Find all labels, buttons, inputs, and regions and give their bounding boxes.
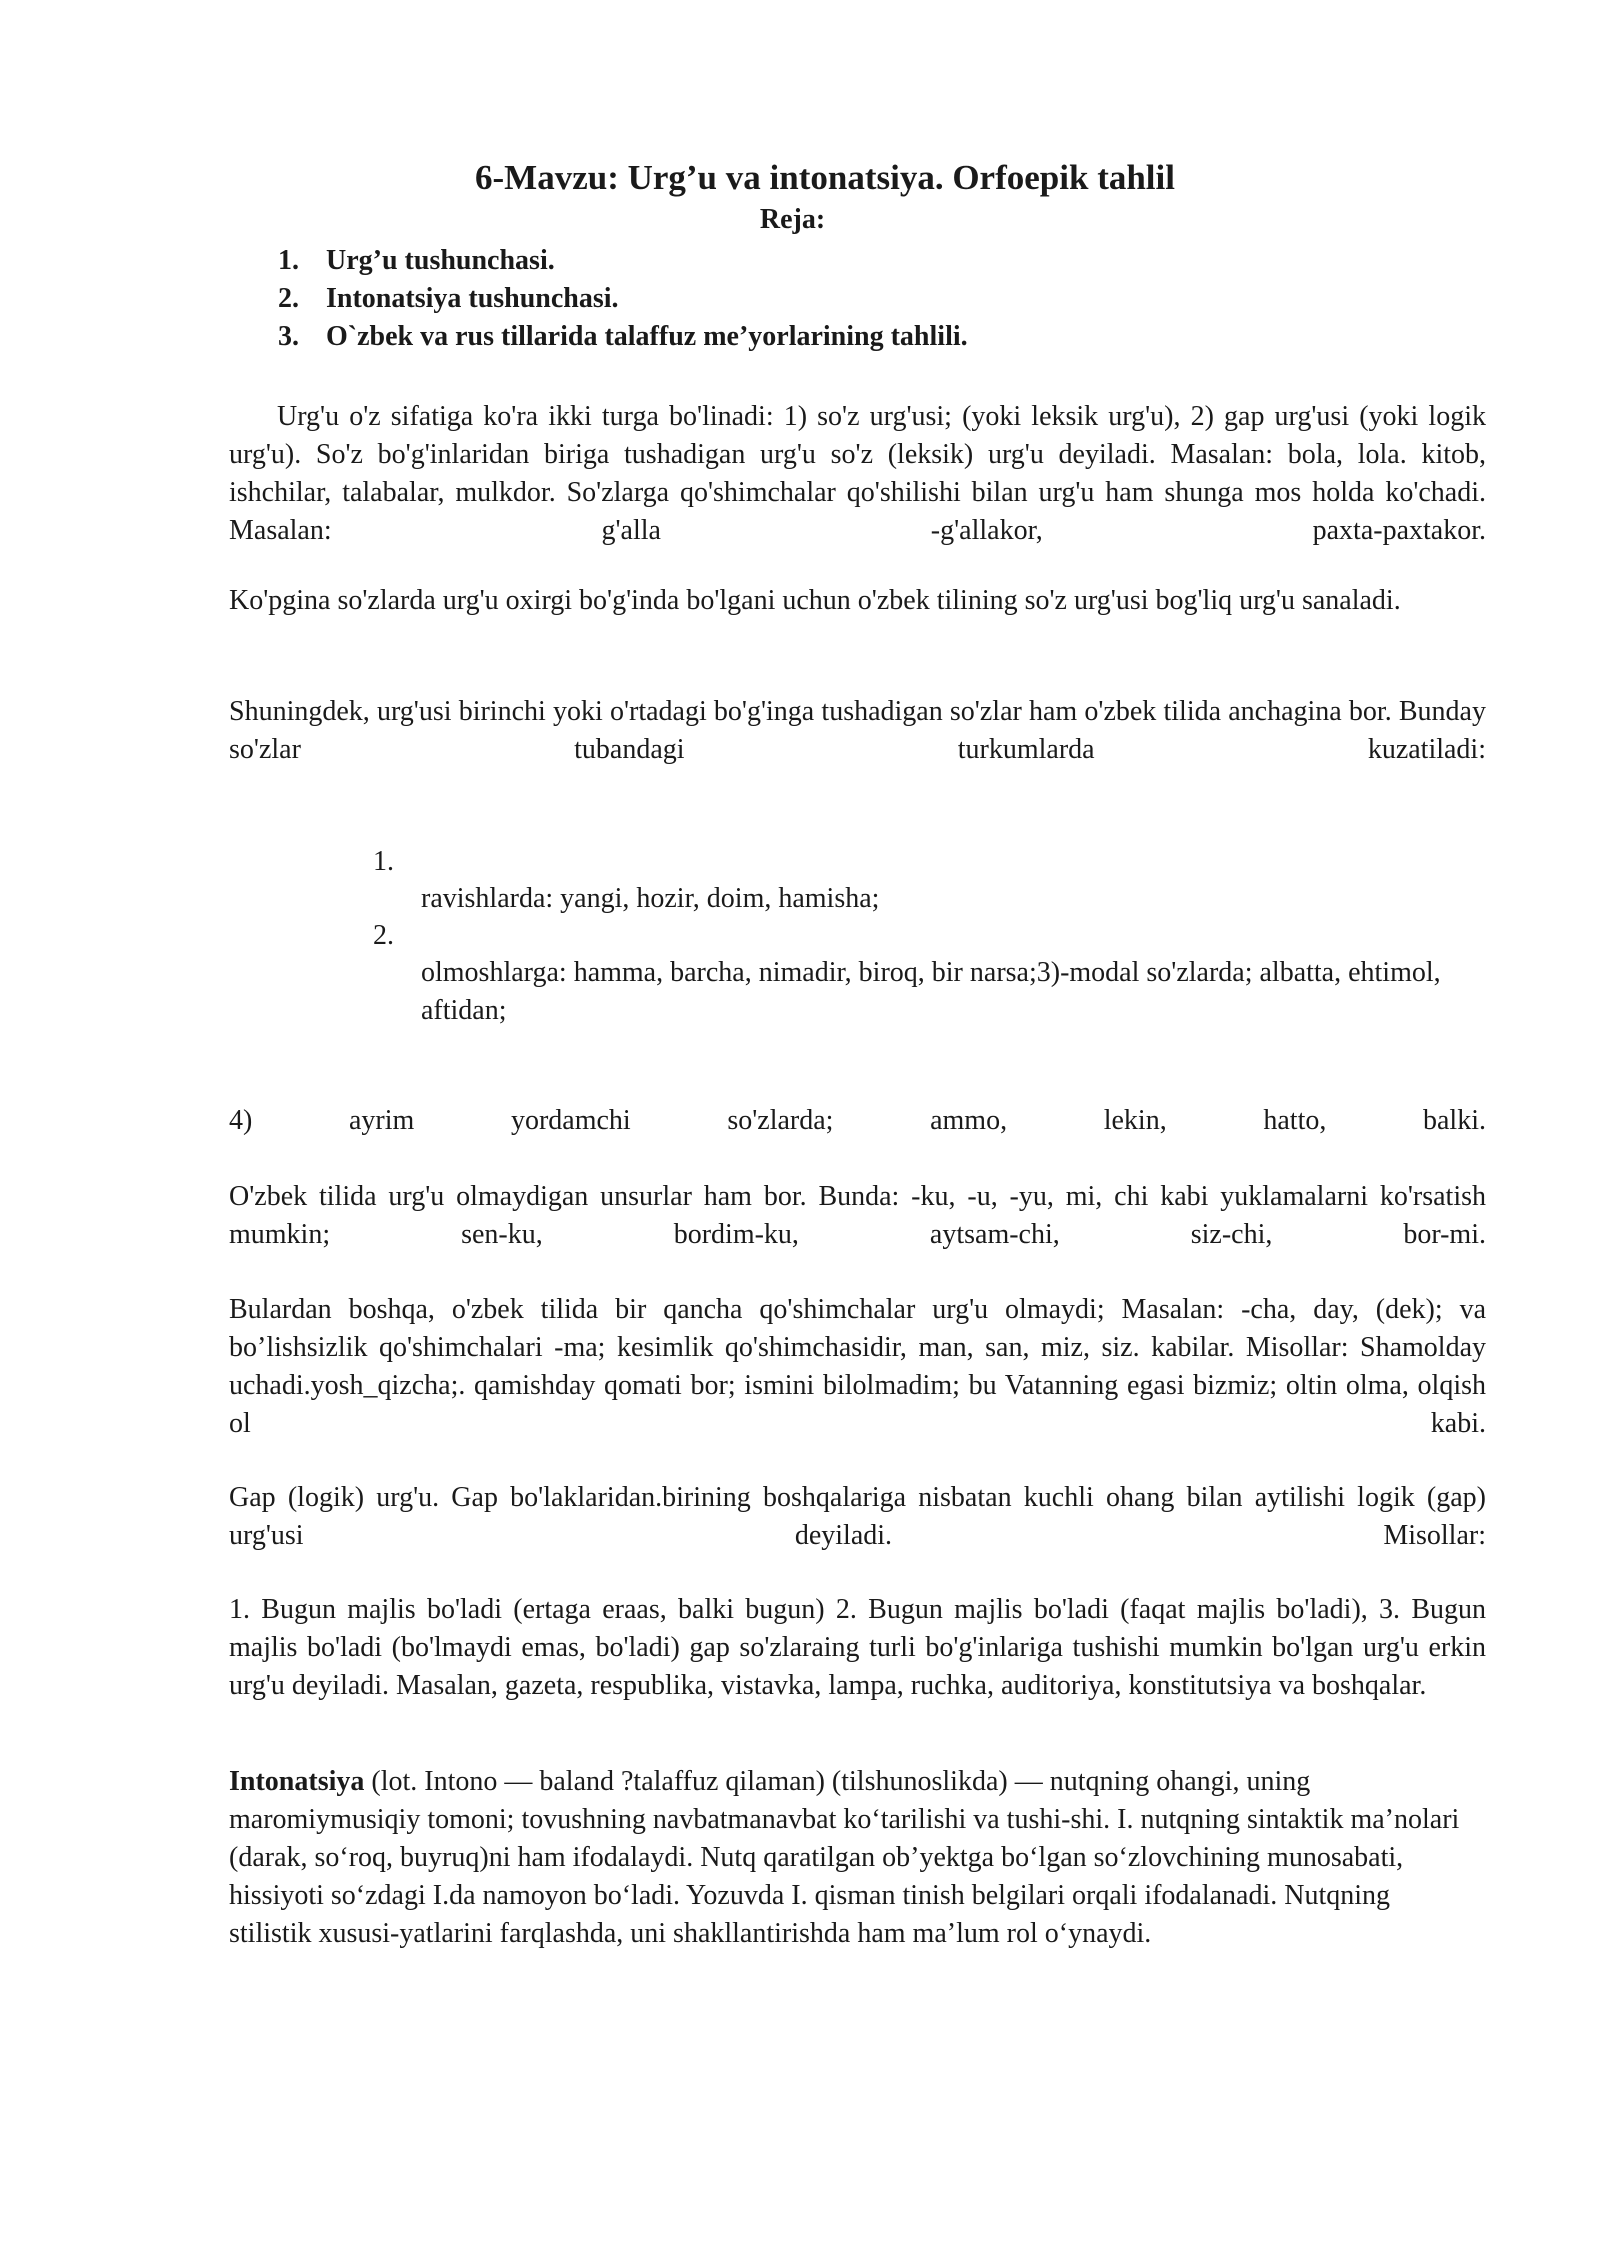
paragraph-intonation: [229, 1763, 1474, 1953]
paragraph-stress-types: Urg'u o'z sifatiga ko'ra ikki turga bo'linadi: 1) so'z urg'usi; (yoki leksik urg'u), 2) gap urg'usi (yoki logik urg'u). So'z bo'g'inlaridan biriga tushadigan urg'u so'z (leksik) urg'u deyiladi. Masalan: bola, lola. kitob, ishchilar, talabalar, mulkdor. So'zlarga qo'shimchalar qo'shilishi bilan urg'u ham shunga mos holda ko'chadi. Masalan: g'alla -g'allakor, paxta-paxtakor.: [229, 401, 1486, 546]
plan-item: [278, 318, 968, 356]
plan-item-number: 3.: [278, 321, 299, 352]
plan-list: [278, 242, 968, 356]
list-item: ravishlarda: yangi, hozir, doim, hamisha;: [421, 883, 880, 914]
list-number: 2.: [373, 920, 394, 951]
paragraph-auxiliary-words: 4) ayrim yordamchi so'zlarda; ammo, lekin, hatto, balki.: [229, 1105, 1486, 1136]
intonation-definition: (lot. Intono — baland ?talaffuz qilaman) (tilshunoslikda) — nutqning ohangi, uning maromiymusiqiy tomoni; tovushning navbatmanavbat ko‘tarilishi va tushi-shi. I. nutqning sintaktik ma’nolari (darak, so‘roq, buyruq)ni ham ifodalaydi. Nutq qaratilgan ob’yektga bo‘lgan so‘zlovchining munosabati, hissiyoti so‘zdagi I.da namoyon bo‘ladi. Yozuvda I. qisman tinish belgilari orqali ifodalanadi. Nutqning stilistik xususi-yatlarini farqlashda, uni shakllantirishda ham ma’lum rol o‘ynaydi.: [229, 1766, 1460, 1949]
paragraph-unstressed-suffixes: Bulardan boshqa, o'zbek tilida bir qancha qo'shimchalar urg'u olmaydi; Masalan: -cha, day, (dek); va bo’lishsizlik qo'shimchalari -ma; kesimlik qo'shimchasidir, man, san, miz, siz. kabilar. Misollar: Shamolday uchadi.yosh_qizcha;. qamishday qomati bor; ismini bilolmadim; bu Vatanning egasi bizmiz; oltin olma, olqish ol kabi.: [229, 1294, 1486, 1439]
plan-item-text: Urg’u tushunchasi.: [326, 245, 555, 276]
list-item: olmoshlarga: hamma, barcha, nimadir, biroq, bir narsa;3)-modal so'zlarda; albatta, ehtimol, aftidan;: [421, 957, 1441, 1026]
plan-item-text: O`zbek va rus tillarida talaffuz me’yorlarining tahlili.: [326, 321, 968, 352]
plan-item-number: 2.: [278, 283, 299, 314]
paragraph-initial-stress: Shuningdek, urg'usi birinchi yoki o'rtadagi bo'g'inga tushadigan so'zlar ham o'zbek tilida anchagina bor. Bunday so'zlar tubandagi turkumlarda kuzatiladi:: [229, 696, 1486, 765]
paragraph-bound-stress: Ko'pgina so'zlarda urg'u oxirgi bo'g'inda bo'lgani uchun o'zbek tilining so'z urg'usi bog'liq urg'u sanaladi.: [229, 585, 1401, 616]
paragraph-logical-stress: Gap (logik) urg'u. Gap bo'laklaridan.birining boshqalariga nisbatan kuchli ohang bilan aytilishi logik (gap) urg'usi deyiladi. Misollar:: [229, 1482, 1486, 1551]
page-title: 6-Mavzu: Urg’u va intonatsiya. Orfoepik tahlil: [475, 158, 1175, 197]
plan-item: [278, 280, 968, 318]
plan-item-number: 1.: [278, 245, 299, 276]
plan-item: [278, 242, 968, 280]
paragraph-examples: 1. Bugun majlis bo'ladi (ertaga eraas, balki bugun) 2. Bugun majlis bo'ladi (faqat majlis bo'ladi), 3. Bugun majlis bo'ladi (bo'lmaydi emas, bo'ladi) gap so'zlaraing turli bo'g'inlariga tushishi mumkin bo'lgan urg'u erkin urg'u deyiladi. Masalan, gazeta, respublika, vistavka, lampa, ruchka, auditoriya, konstitutsiya va boshqalar.: [229, 1594, 1486, 1701]
list-number: 1.: [373, 846, 394, 877]
term-intonation: Intonatsiya: [229, 1766, 365, 1797]
plan-heading: Reja:: [759, 204, 826, 235]
paragraph-unstressed-particles: O'zbek tilida urg'u olmaydigan unsurlar ham bor. Bunda: -ku, -u, -yu, mi, chi kabi yuklamalarni ko'rsatish mumkin; sen-ku, bordim-ku, aytsam-chi, siz-chi, bor-mi.: [229, 1181, 1486, 1250]
plan-item-text: Intonatsiya tushunchasi.: [326, 283, 619, 314]
